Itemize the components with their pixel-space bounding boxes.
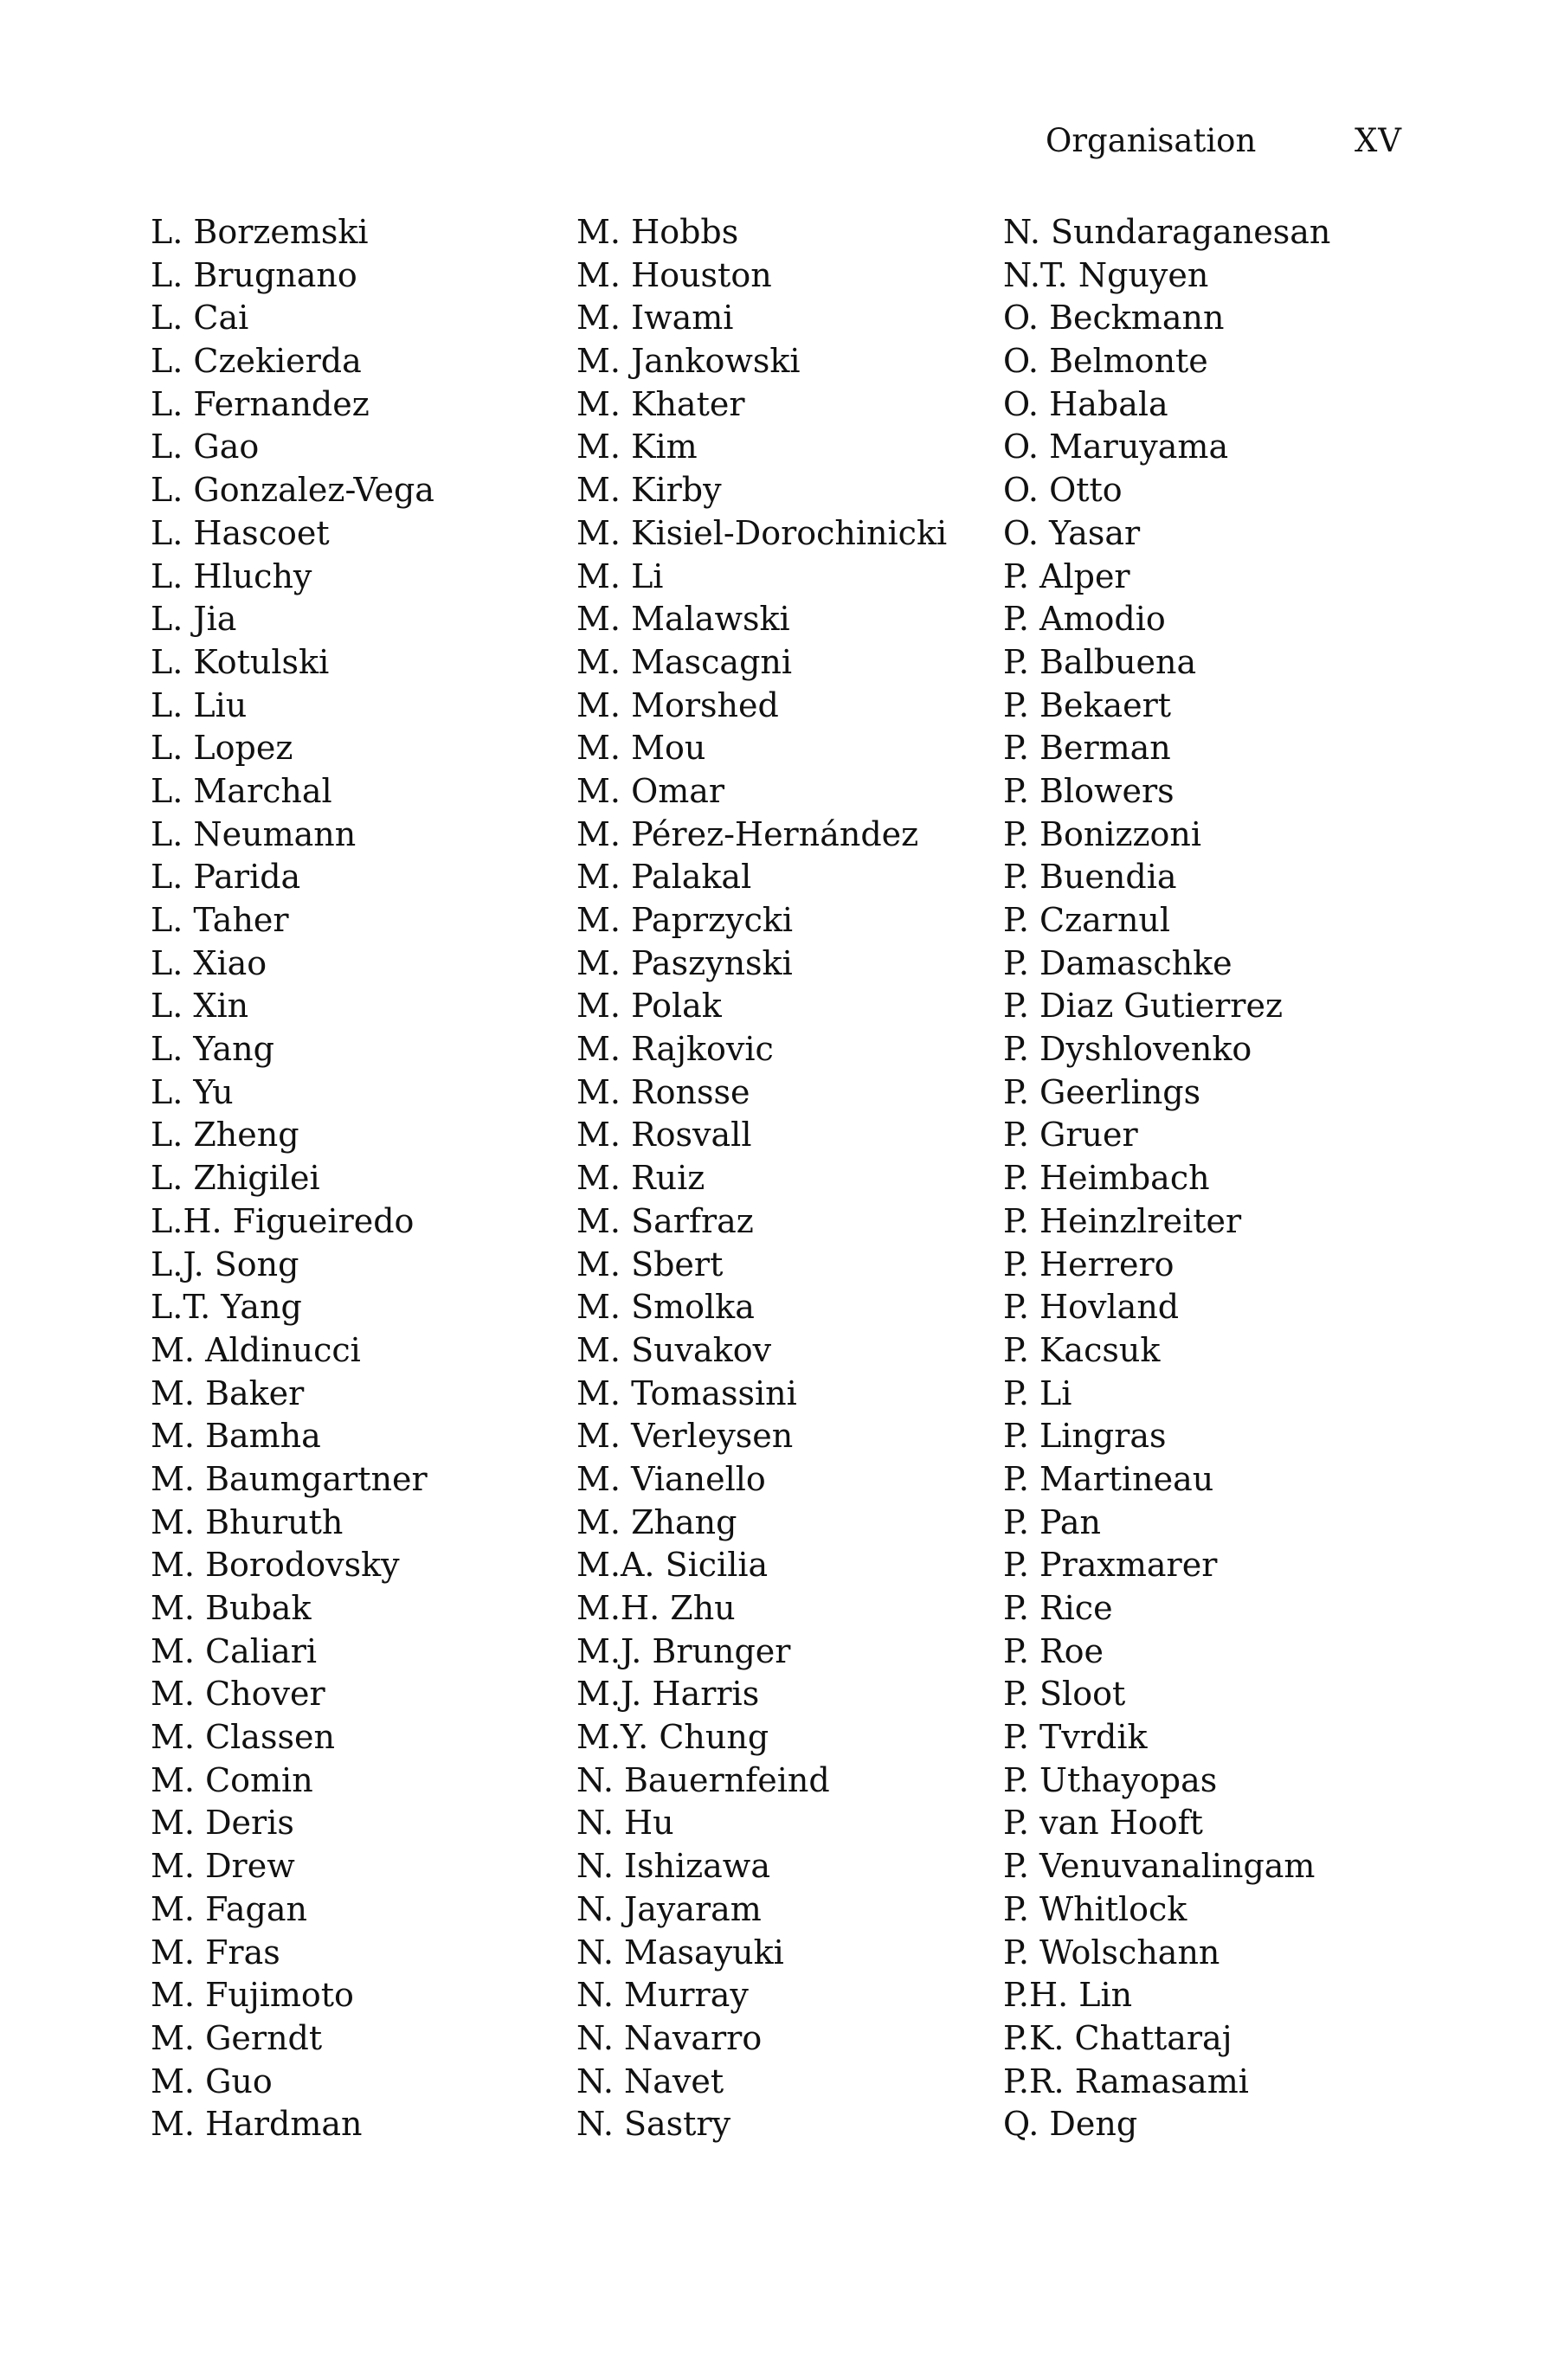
name-entry: N. Bauernfeind: [576, 1760, 830, 1799]
name-entry: M. Ronsse: [576, 1072, 750, 1111]
name-entry: P. Tvrdik: [1003, 1718, 1148, 1757]
name-entry: M.H. Zhu: [576, 1589, 736, 1627]
name-entry: L. Hluchy: [151, 556, 312, 595]
name-entry: L. Zhigilei: [151, 1159, 320, 1198]
name-entry: P. Heimbach: [1003, 1159, 1210, 1198]
name-entry: O. Otto: [1003, 471, 1123, 510]
name-entry: P. Balbuena: [1003, 642, 1197, 681]
name-entry: M. Fras: [151, 1933, 280, 1972]
name-entry: L. Czekierda: [151, 342, 362, 381]
name-entry: M. Tomassini: [576, 1373, 797, 1412]
name-entry: M. Mou: [576, 729, 706, 768]
name-entry: M. Aldinucci: [151, 1330, 361, 1369]
name-entry: P. Li: [1003, 1373, 1072, 1412]
name-entry: M. Guo: [151, 2062, 273, 2100]
name-entry: L. Liu: [151, 685, 248, 724]
name-entry: M. Paszynski: [576, 943, 793, 982]
name-entry: L. Zheng: [151, 1116, 299, 1155]
name-entry: M. Smolka: [576, 1288, 755, 1327]
name-entry: L. Fernandez: [151, 384, 370, 423]
name-entry: M. Hobbs: [576, 213, 739, 251]
name-entry: M. Ruiz: [576, 1159, 705, 1198]
name-entry: M. Classen: [151, 1718, 335, 1757]
name-entry: L. Gao: [151, 428, 260, 466]
name-entry: P. Amodio: [1003, 600, 1166, 639]
name-entry: L.J. Song: [151, 1245, 299, 1283]
name-entry: M. Chover: [151, 1675, 325, 1714]
name-entry: P. Geerlings: [1003, 1072, 1201, 1111]
name-entry: M. Borodovsky: [151, 1546, 400, 1585]
name-entry: L.H. Figueiredo: [151, 1201, 415, 1240]
name-entry: O. Yasar: [1003, 513, 1141, 552]
name-column-3: [1003, 211, 1410, 2146]
name-entry: P. Czarnul: [1003, 901, 1171, 939]
name-entry: N. Navet: [576, 2062, 724, 2100]
name-entry: L. Taher: [151, 901, 289, 939]
name-entry: N. Hu: [576, 1804, 674, 1843]
name-entry: P. van Hooft: [1003, 1804, 1203, 1843]
name-entry: O. Beckmann: [1003, 299, 1225, 338]
name-entry: O. Belmonte: [1003, 342, 1208, 381]
name-entry: M. Houston: [576, 255, 772, 294]
name-entry: P. Gruer: [1003, 1116, 1138, 1155]
name-entry: M. Paprzycki: [576, 901, 794, 939]
name-entry: M. Deris: [151, 1804, 294, 1843]
name-entry: L. Yu: [151, 1072, 234, 1111]
name-entry: P. Herrero: [1003, 1245, 1175, 1283]
name-entry: M. Jankowski: [576, 342, 801, 381]
name-entry: P. Wolschann: [1003, 1933, 1220, 1972]
section-title: Organisation: [1046, 122, 1257, 159]
name-entry: P. Lingras: [1003, 1417, 1167, 1456]
name-entry: M. Baker: [151, 1373, 305, 1412]
name-entry: P. Sloot: [1003, 1675, 1126, 1714]
name-entry: M. Mascagni: [576, 642, 793, 681]
name-entry: M. Bamha: [151, 1417, 321, 1456]
name-entry: M. Kisiel-Dorochinicki: [576, 513, 948, 552]
name-entry: M. Sarfraz: [576, 1201, 754, 1240]
name-entry: P. Martineau: [1003, 1459, 1214, 1498]
name-entry: P. Pan: [1003, 1502, 1102, 1541]
name-entry: L. Gonzalez-Vega: [151, 471, 434, 510]
name-entry: M. Palakal: [576, 858, 752, 897]
name-entry: L. Lopez: [151, 729, 293, 768]
name-entry: P. Kacsuk: [1003, 1330, 1161, 1369]
name-entry: M. Iwami: [576, 299, 734, 338]
name-entry: L.T. Yang: [151, 1288, 302, 1327]
name-entry: L. Borzemski: [151, 213, 369, 251]
name-entry: L. Parida: [151, 858, 301, 897]
name-column-2: [576, 211, 983, 2146]
name-entry: M. Zhang: [576, 1502, 737, 1541]
name-entry: M. Suvakov: [576, 1330, 772, 1369]
name-entry: P. Diaz Gutierrez: [1003, 987, 1283, 1026]
name-entry: P. Heinzlreiter: [1003, 1201, 1242, 1240]
name-entry: P. Alper: [1003, 556, 1130, 595]
name-entry: P. Rice: [1003, 1589, 1113, 1627]
name-entry: M. Baumgartner: [151, 1459, 428, 1498]
name-entry: M. Hardman: [151, 2105, 363, 2144]
name-entry: M. Bhuruth: [151, 1502, 344, 1541]
name-entry: P. Bekaert: [1003, 685, 1172, 724]
name-entry: O. Maruyama: [1003, 428, 1229, 466]
name-entry: P. Roe: [1003, 1631, 1104, 1670]
name-entry: N. Navarro: [576, 2018, 763, 2057]
name-entry: P. Damaschke: [1003, 943, 1232, 982]
name-entry: P.R. Ramasami: [1003, 2062, 1249, 2100]
name-entry: M. Vianello: [576, 1459, 766, 1498]
name-entry: M. Kirby: [576, 471, 722, 510]
name-entry: Q. Deng: [1003, 2105, 1138, 2144]
name-entry: P.H. Lin: [1003, 1976, 1133, 2015]
name-entry: M. Gerndt: [151, 2018, 323, 2057]
name-entry: M. Morshed: [576, 685, 779, 724]
name-entry: L. Jia: [151, 600, 237, 639]
name-entry: P. Bonizzoni: [1003, 814, 1202, 853]
name-entry: M. Caliari: [151, 1631, 318, 1670]
name-entry: L. Neumann: [151, 814, 357, 853]
name-entry: P. Whitlock: [1003, 1889, 1187, 1928]
name-entry: M.Y. Chung: [576, 1718, 769, 1757]
name-entry: L. Hascoet: [151, 513, 330, 552]
name-entry: M. Bubak: [151, 1589, 312, 1627]
name-entry: P. Buendia: [1003, 858, 1177, 897]
name-entry: M. Drew: [151, 1847, 295, 1886]
name-entry: M. Fujimoto: [151, 1976, 354, 2015]
name-entry: M.J. Harris: [576, 1675, 760, 1714]
name-entry: M. Comin: [151, 1760, 313, 1799]
name-entry: M.A. Sicilia: [576, 1546, 769, 1585]
name-entry: M. Polak: [576, 987, 722, 1026]
name-entry: M. Rajkovic: [576, 1030, 774, 1069]
name-entry: N.T. Nguyen: [1003, 255, 1209, 294]
name-entry: N. Sundaraganesan: [1003, 213, 1331, 251]
name-column-1: [151, 211, 557, 2146]
name-entry: M. Khater: [576, 384, 745, 423]
name-entry: P. Dyshlovenko: [1003, 1030, 1252, 1069]
name-entry: P.K. Chattaraj: [1003, 2018, 1232, 2057]
name-entry: N. Ishizawa: [576, 1847, 770, 1886]
name-entry: M. Fagan: [151, 1889, 307, 1928]
name-entry: O. Habala: [1003, 384, 1168, 423]
name-entry: P. Blowers: [1003, 771, 1175, 810]
name-entry: M.J. Brunger: [576, 1631, 791, 1670]
page-number: XV: [1354, 122, 1402, 159]
name-entry: P. Uthayopas: [1003, 1760, 1218, 1799]
name-entry: L. Xiao: [151, 943, 267, 982]
name-entry: N. Murray: [576, 1976, 749, 2015]
name-entry: L. Marchal: [151, 771, 332, 810]
name-entry: M. Li: [576, 556, 664, 595]
name-entry: L. Xin: [151, 987, 249, 1026]
name-entry: N. Jayaram: [576, 1889, 762, 1928]
name-entry: L. Yang: [151, 1030, 274, 1069]
running-head: [952, 119, 1402, 163]
name-entry: P. Hovland: [1003, 1288, 1180, 1327]
name-entry: M. Verleysen: [576, 1417, 794, 1456]
name-entry: M. Kim: [576, 428, 698, 466]
name-entry: L. Cai: [151, 299, 249, 338]
name-entry: N. Masayuki: [576, 1933, 784, 1972]
name-entry: M. Sbert: [576, 1245, 724, 1283]
name-entry: L. Kotulski: [151, 642, 330, 681]
name-entry: P. Venuvanalingam: [1003, 1847, 1316, 1886]
name-entry: M. Omar: [576, 771, 725, 810]
name-entry: P. Praxmarer: [1003, 1546, 1218, 1585]
name-entry: L. Brugnano: [151, 255, 357, 294]
name-entry: M. Rosvall: [576, 1116, 752, 1155]
name-entry: M. Pérez-Hernández: [576, 814, 919, 853]
name-entry: P. Berman: [1003, 729, 1171, 768]
name-entry: N. Sastry: [576, 2105, 731, 2144]
name-entry: M. Malawski: [576, 600, 790, 639]
